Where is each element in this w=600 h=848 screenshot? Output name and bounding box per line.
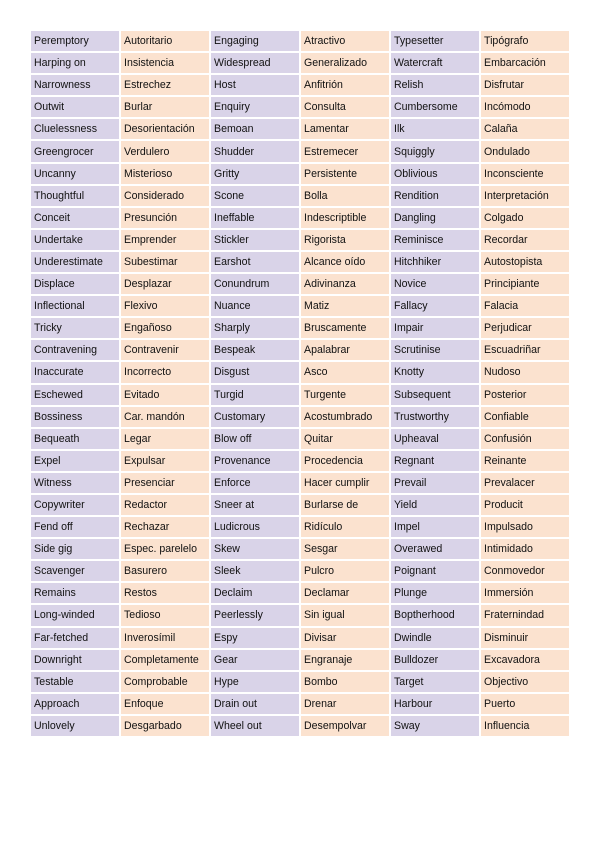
- cell-spanish-translation: Tedioso: [121, 605, 209, 625]
- cell-spanish-translation: Perjudicar: [481, 318, 569, 338]
- table-row: [31, 628, 569, 648]
- table-row: [31, 517, 569, 537]
- cell-spanish-translation: Desorientación: [121, 119, 209, 139]
- cell-english-word: Drain out: [211, 694, 299, 714]
- table-row: [31, 716, 569, 736]
- cell-spanish-translation: Sin igual: [301, 605, 389, 625]
- cell-spanish-translation: Burlar: [121, 97, 209, 117]
- cell-spanish-translation: Bruscamente: [301, 318, 389, 338]
- cell-spanish-translation: Verdulero: [121, 141, 209, 161]
- cell-spanish-translation: Falacia: [481, 296, 569, 316]
- cell-english-word: Gritty: [211, 164, 299, 184]
- cell-english-word: Far-fetched: [31, 628, 119, 648]
- table-row: [31, 274, 569, 294]
- table-row: [31, 429, 569, 449]
- cell-spanish-translation: Posterior: [481, 385, 569, 405]
- cell-spanish-translation: Matiz: [301, 296, 389, 316]
- cell-spanish-translation: Atractivo: [301, 31, 389, 51]
- table-row: [31, 495, 569, 515]
- cell-spanish-translation: Turgente: [301, 385, 389, 405]
- cell-english-word: Wheel out: [211, 716, 299, 736]
- cell-spanish-translation: Generalizado: [301, 53, 389, 73]
- cell-spanish-translation: Basurero: [121, 561, 209, 581]
- cell-english-word: Downright: [31, 650, 119, 670]
- cell-english-word: Blow off: [211, 429, 299, 449]
- cell-english-word: Enquiry: [211, 97, 299, 117]
- cell-english-word: Subsequent: [391, 385, 479, 405]
- table-row: [31, 53, 569, 73]
- cell-spanish-translation: Acostumbrado: [301, 407, 389, 427]
- cell-spanish-translation: Embarcación: [481, 53, 569, 73]
- table-row: [31, 252, 569, 272]
- cell-spanish-translation: Intimidado: [481, 539, 569, 559]
- table-row: [31, 186, 569, 206]
- cell-english-word: Shudder: [211, 141, 299, 161]
- cell-english-word: Sleek: [211, 561, 299, 581]
- table-row: [31, 340, 569, 360]
- cell-english-word: Bequeath: [31, 429, 119, 449]
- cell-spanish-translation: Subestimar: [121, 252, 209, 272]
- cell-english-word: Overawed: [391, 539, 479, 559]
- cell-spanish-translation: Flexivo: [121, 296, 209, 316]
- table-row: [31, 451, 569, 471]
- table-row: [31, 362, 569, 382]
- cell-english-word: Scavenger: [31, 561, 119, 581]
- cell-spanish-translation: Hacer cumplir: [301, 473, 389, 493]
- cell-english-word: Underestimate: [31, 252, 119, 272]
- cell-english-word: Host: [211, 75, 299, 95]
- cell-english-word: Oblivious: [391, 164, 479, 184]
- cell-english-word: Boptherhood: [391, 605, 479, 625]
- cell-spanish-translation: Contravenir: [121, 340, 209, 360]
- table-row: [31, 561, 569, 581]
- table-row: [31, 650, 569, 670]
- cell-english-word: Long-winded: [31, 605, 119, 625]
- cell-english-word: Relish: [391, 75, 479, 95]
- table-row: [31, 230, 569, 250]
- cell-spanish-translation: Conmovedor: [481, 561, 569, 581]
- cell-english-word: Engaging: [211, 31, 299, 51]
- cell-english-word: Uncanny: [31, 164, 119, 184]
- cell-english-word: Widespread: [211, 53, 299, 73]
- cell-english-word: Sneer at: [211, 495, 299, 515]
- cell-english-word: Impair: [391, 318, 479, 338]
- cell-spanish-translation: Incómodo: [481, 97, 569, 117]
- cell-spanish-translation: Persistente: [301, 164, 389, 184]
- table-row: [31, 539, 569, 559]
- cell-spanish-translation: Bombo: [301, 672, 389, 692]
- cell-english-word: Bemoan: [211, 119, 299, 139]
- cell-spanish-translation: Misterioso: [121, 164, 209, 184]
- cell-spanish-translation: Expulsar: [121, 451, 209, 471]
- cell-english-word: Inaccurate: [31, 362, 119, 382]
- cell-spanish-translation: Lamentar: [301, 119, 389, 139]
- cell-spanish-translation: Ondulado: [481, 141, 569, 161]
- cell-spanish-translation: Engranaje: [301, 650, 389, 670]
- cell-spanish-translation: Producit: [481, 495, 569, 515]
- table-row: [31, 473, 569, 493]
- table-row: [31, 672, 569, 692]
- cell-spanish-translation: Considerado: [121, 186, 209, 206]
- cell-spanish-translation: Disminuir: [481, 628, 569, 648]
- cell-english-word: Turgid: [211, 385, 299, 405]
- cell-english-word: Upheaval: [391, 429, 479, 449]
- cell-english-word: Eschewed: [31, 385, 119, 405]
- cell-spanish-translation: Autostopista: [481, 252, 569, 272]
- cell-english-word: Cumbersome: [391, 97, 479, 117]
- cell-spanish-translation: Drenar: [301, 694, 389, 714]
- cell-spanish-translation: Comprobable: [121, 672, 209, 692]
- cell-spanish-translation: Legar: [121, 429, 209, 449]
- cell-spanish-translation: Car. mandón: [121, 407, 209, 427]
- table-row: [31, 31, 569, 51]
- cell-spanish-translation: Ridículo: [301, 517, 389, 537]
- cell-spanish-translation: Colgado: [481, 208, 569, 228]
- cell-english-word: Ludicrous: [211, 517, 299, 537]
- cell-english-word: Witness: [31, 473, 119, 493]
- cell-english-word: Target: [391, 672, 479, 692]
- cell-english-word: Declaim: [211, 583, 299, 603]
- table-row: [31, 97, 569, 117]
- cell-spanish-translation: Bolla: [301, 186, 389, 206]
- cell-spanish-translation: Adivinanza: [301, 274, 389, 294]
- cell-english-word: Prevail: [391, 473, 479, 493]
- cell-spanish-translation: Desplazar: [121, 274, 209, 294]
- table-row: [31, 385, 569, 405]
- table-row: [31, 407, 569, 427]
- cell-english-word: Outwit: [31, 97, 119, 117]
- table-row: [31, 208, 569, 228]
- cell-english-word: Plunge: [391, 583, 479, 603]
- cell-spanish-translation: Autoritario: [121, 31, 209, 51]
- cell-english-word: Impel: [391, 517, 479, 537]
- cell-spanish-translation: Nudoso: [481, 362, 569, 382]
- cell-spanish-translation: Apalabrar: [301, 340, 389, 360]
- cell-english-word: Testable: [31, 672, 119, 692]
- cell-english-word: Watercraft: [391, 53, 479, 73]
- cell-english-word: Fallacy: [391, 296, 479, 316]
- cell-spanish-translation: Rechazar: [121, 517, 209, 537]
- cell-spanish-translation: Declamar: [301, 583, 389, 603]
- cell-spanish-translation: Prevalacer: [481, 473, 569, 493]
- cell-spanish-translation: Estrechez: [121, 75, 209, 95]
- cell-spanish-translation: Calaña: [481, 119, 569, 139]
- cell-english-word: Skew: [211, 539, 299, 559]
- cell-english-word: Sway: [391, 716, 479, 736]
- cell-spanish-translation: Espec. parelelo: [121, 539, 209, 559]
- cell-english-word: Ineffable: [211, 208, 299, 228]
- table-row: [31, 318, 569, 338]
- cell-english-word: Displace: [31, 274, 119, 294]
- cell-english-word: Hype: [211, 672, 299, 692]
- cell-spanish-translation: Procedencia: [301, 451, 389, 471]
- cell-spanish-translation: Presenciar: [121, 473, 209, 493]
- cell-spanish-translation: Restos: [121, 583, 209, 603]
- cell-spanish-translation: Emprender: [121, 230, 209, 250]
- cell-english-word: Stickler: [211, 230, 299, 250]
- cell-spanish-translation: Anfitrión: [301, 75, 389, 95]
- cell-english-word: Conundrum: [211, 274, 299, 294]
- cell-english-word: Customary: [211, 407, 299, 427]
- cell-spanish-translation: Redactor: [121, 495, 209, 515]
- cell-english-word: Rendition: [391, 186, 479, 206]
- cell-english-word: Thoughtful: [31, 186, 119, 206]
- cell-spanish-translation: Escuadriñar: [481, 340, 569, 360]
- table-row: [31, 583, 569, 603]
- cell-spanish-translation: Asco: [301, 362, 389, 382]
- cell-english-word: Inflectional: [31, 296, 119, 316]
- table-row: [31, 141, 569, 161]
- cell-english-word: Novice: [391, 274, 479, 294]
- cell-english-word: Hitchhiker: [391, 252, 479, 272]
- cell-spanish-translation: Confusión: [481, 429, 569, 449]
- cell-english-word: Expel: [31, 451, 119, 471]
- table-row: [31, 164, 569, 184]
- cell-english-word: Narrowness: [31, 75, 119, 95]
- cell-spanish-translation: Principiante: [481, 274, 569, 294]
- cell-english-word: Remains: [31, 583, 119, 603]
- cell-english-word: Yield: [391, 495, 479, 515]
- cell-english-word: Provenance: [211, 451, 299, 471]
- cell-english-word: Poignant: [391, 561, 479, 581]
- cell-english-word: Harping on: [31, 53, 119, 73]
- cell-english-word: Dwindle: [391, 628, 479, 648]
- cell-spanish-translation: Divisar: [301, 628, 389, 648]
- cell-spanish-translation: Disfrutar: [481, 75, 569, 95]
- cell-spanish-translation: Excavadora: [481, 650, 569, 670]
- cell-english-word: Scone: [211, 186, 299, 206]
- cell-spanish-translation: Alcance oído: [301, 252, 389, 272]
- cell-english-word: Copywriter: [31, 495, 119, 515]
- cell-english-word: Sharply: [211, 318, 299, 338]
- cell-spanish-translation: Completamente: [121, 650, 209, 670]
- cell-english-word: Cluelessness: [31, 119, 119, 139]
- cell-english-word: Espy: [211, 628, 299, 648]
- cell-spanish-translation: Presunción: [121, 208, 209, 228]
- cell-spanish-translation: Indescriptible: [301, 208, 389, 228]
- cell-english-word: Dangling: [391, 208, 479, 228]
- cell-spanish-translation: Sesgar: [301, 539, 389, 559]
- cell-spanish-translation: Enfoque: [121, 694, 209, 714]
- table-row: [31, 119, 569, 139]
- cell-english-word: Disgust: [211, 362, 299, 382]
- cell-english-word: Bespeak: [211, 340, 299, 360]
- cell-english-word: Contravening: [31, 340, 119, 360]
- cell-spanish-translation: Inverosímil: [121, 628, 209, 648]
- cell-english-word: Earshot: [211, 252, 299, 272]
- cell-spanish-translation: Influencia: [481, 716, 569, 736]
- table-row: [31, 605, 569, 625]
- table-row: [31, 75, 569, 95]
- cell-english-word: Peremptory: [31, 31, 119, 51]
- cell-english-word: Unlovely: [31, 716, 119, 736]
- cell-spanish-translation: Insistencia: [121, 53, 209, 73]
- cell-english-word: Greengrocer: [31, 141, 119, 161]
- cell-spanish-translation: Engañoso: [121, 318, 209, 338]
- cell-english-word: Fend off: [31, 517, 119, 537]
- cell-spanish-translation: Fraternindad: [481, 605, 569, 625]
- cell-english-word: Scrutinise: [391, 340, 479, 360]
- cell-english-word: Trustworthy: [391, 407, 479, 427]
- cell-english-word: Reminisce: [391, 230, 479, 250]
- cell-english-word: Bossiness: [31, 407, 119, 427]
- cell-english-word: Peerlessly: [211, 605, 299, 625]
- cell-spanish-translation: Tipógrafo: [481, 31, 569, 51]
- cell-spanish-translation: Estremecer: [301, 141, 389, 161]
- cell-spanish-translation: Interpretación: [481, 186, 569, 206]
- table-row: [31, 296, 569, 316]
- cell-english-word: Ilk: [391, 119, 479, 139]
- cell-english-word: Gear: [211, 650, 299, 670]
- cell-spanish-translation: Recordar: [481, 230, 569, 250]
- cell-spanish-translation: Burlarse de: [301, 495, 389, 515]
- cell-english-word: Conceit: [31, 208, 119, 228]
- cell-spanish-translation: Desempolvar: [301, 716, 389, 736]
- cell-spanish-translation: Evitado: [121, 385, 209, 405]
- cell-english-word: Squiggly: [391, 141, 479, 161]
- cell-spanish-translation: Inconsciente: [481, 164, 569, 184]
- cell-english-word: Typesetter: [391, 31, 479, 51]
- cell-spanish-translation: Consulta: [301, 97, 389, 117]
- cell-english-word: Knotty: [391, 362, 479, 382]
- cell-spanish-translation: Pulcro: [301, 561, 389, 581]
- cell-spanish-translation: Confiable: [481, 407, 569, 427]
- cell-english-word: Enforce: [211, 473, 299, 493]
- cell-english-word: Tricky: [31, 318, 119, 338]
- cell-english-word: Harbour: [391, 694, 479, 714]
- cell-spanish-translation: Desgarbado: [121, 716, 209, 736]
- cell-spanish-translation: Reinante: [481, 451, 569, 471]
- cell-english-word: Regnant: [391, 451, 479, 471]
- cell-spanish-translation: Incorrecto: [121, 362, 209, 382]
- cell-spanish-translation: Immersión: [481, 583, 569, 603]
- vocabulary-table: [29, 29, 571, 738]
- cell-english-word: Side gig: [31, 539, 119, 559]
- cell-english-word: Approach: [31, 694, 119, 714]
- vocabulary-table-body: [31, 31, 569, 736]
- cell-english-word: Bulldozer: [391, 650, 479, 670]
- cell-spanish-translation: Impulsado: [481, 517, 569, 537]
- cell-english-word: Undertake: [31, 230, 119, 250]
- cell-spanish-translation: Puerto: [481, 694, 569, 714]
- cell-spanish-translation: Rigorista: [301, 230, 389, 250]
- cell-english-word: Nuance: [211, 296, 299, 316]
- table-row: [31, 694, 569, 714]
- cell-spanish-translation: Objectivo: [481, 672, 569, 692]
- cell-spanish-translation: Quitar: [301, 429, 389, 449]
